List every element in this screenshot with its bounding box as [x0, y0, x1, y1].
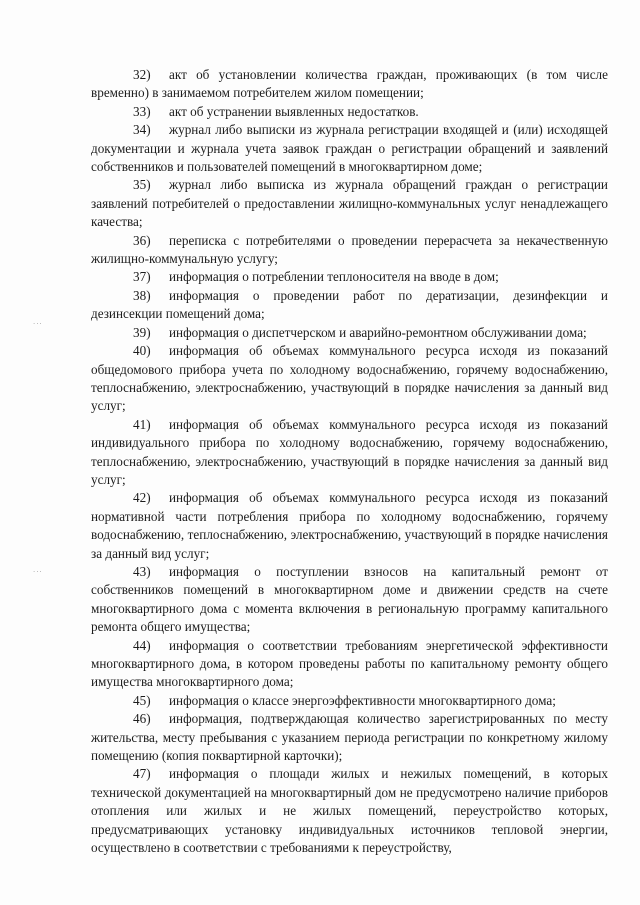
- list-item: [91, 232, 608, 269]
- list-item: [91, 563, 608, 637]
- item-text: информация о поступлении взносов на капитальный ремонт от собственников помещений в многоквартирном доме и движении средств на счете многоквартирного дома с момента включения в региональную программу капитального ремонта общего имущества;: [91, 563, 608, 635]
- item-number: 38): [133, 287, 151, 303]
- list-item: [91, 342, 608, 416]
- item-text: информация о диспетчерском и аварийно-ремонтном обслуживании дома;: [169, 324, 587, 340]
- list-item: [91, 268, 608, 286]
- item-number: 35): [133, 177, 151, 193]
- item-text: журнал либо выписки из журнала регистрации входящей и (или) исходящей документации и журнала учета заявок граждан о регистрации обращений и заявлений собственников и пользователей помещений в многоквартирном доме;: [91, 122, 608, 175]
- item-text: информация о классе энергоэффективности многоквартирного дома;: [169, 692, 556, 708]
- item-number: 44): [133, 637, 151, 653]
- item-text: информация об объемах коммунального ресурса исходя из показаний общедомового прибора учета по холодному водоснабжению, горячему водоснабжению, теплоснабжению, электроснабжению, участвующий в порядке начисления за данный вид услуг;: [91, 343, 608, 414]
- item-number: 42): [133, 490, 151, 506]
- item-number: 40): [133, 343, 151, 359]
- item-text: информация о проведении работ по дератизации, дезинфекции и дезинсекции помещений дома;: [91, 287, 608, 322]
- list-item: [91, 416, 608, 490]
- item-text: переписка с потребителями о проведении перерасчета за некачественную жилищно-коммунальную услугу;: [91, 232, 608, 267]
- item-text: информация о площади жилых и нежилых помещений, в которых технической документацией на многоквартирный дом не предусмотрено наличие приборов отопления или жилых и не жилых помещений, переустройство которых, предусматривающих установку индивидуальных источников тепловой энергии, осуществлено в соответствии с требованиями к переустройству,: [91, 766, 608, 856]
- list-item: [91, 287, 608, 324]
- list-item: [91, 489, 608, 563]
- list-item: [91, 637, 608, 692]
- item-text: информация, подтверждающая количество зарегистрированных по месту жительства, месту пребывания с указанием периода регистрации по конкретному жилому помещению (копия поквартирной карточки);: [91, 711, 608, 764]
- list-item: [91, 765, 608, 857]
- item-text: информация об объемах коммунального ресурса исходя из показаний нормативной части потребления прибора по холодному водоснабжению, горячему водоснабжению, теплоснабжению, электроснабжению, участвующий в порядке начисления за данный вид услуг;: [91, 490, 608, 561]
- item-number: 46): [133, 711, 151, 727]
- margin-mark: ...: [33, 566, 43, 574]
- item-number: 45): [133, 692, 151, 708]
- item-number: 32): [133, 67, 151, 82]
- margin-mark: ...: [33, 318, 43, 326]
- item-number: 37): [133, 269, 151, 285]
- item-text: акт об установлении количества граждан, проживающих (в том числе временно) в занимаемом потребителем жилом помещении;: [91, 67, 608, 101]
- list-item: [91, 121, 608, 176]
- list-item: [91, 710, 608, 765]
- item-number: 47): [133, 766, 151, 782]
- item-number: 34): [133, 122, 151, 138]
- item-text: акт об устранении выявленных недостатков.: [169, 103, 419, 119]
- list-item: [91, 66, 608, 103]
- item-number: 33): [133, 103, 151, 119]
- list-item: [91, 692, 608, 710]
- item-text: информация об объемах коммунального ресурса исходя из показаний индивидуального прибора по холодному водоснабжению, горячему водоснабжению, теплоснабжению, электроснабжению, участвующий в порядке начисления за данный вид услуг;: [91, 416, 608, 487]
- item-number: 39): [133, 324, 151, 340]
- item-number: 43): [133, 563, 151, 579]
- item-number: 41): [133, 416, 151, 432]
- document-body: [91, 66, 608, 857]
- item-number: 36): [133, 232, 151, 248]
- list-item: [91, 103, 608, 121]
- item-text: журнал либо выписка из журнала обращений граждан о регистрации заявлений потребителей о предоставлении жилищно-коммунальных услуг ненадлежащего качества;: [91, 177, 608, 230]
- item-text: информация о потреблении теплоносителя на вводе в дом;: [169, 269, 499, 285]
- list-item: [91, 176, 608, 231]
- item-text: информация о соответствии требованиям энергетической эффективности многоквартирного дома, в котором проведены работы по капитальному ремонту общего имущества многоквартирного дома;: [91, 637, 608, 690]
- list-item: [91, 324, 608, 342]
